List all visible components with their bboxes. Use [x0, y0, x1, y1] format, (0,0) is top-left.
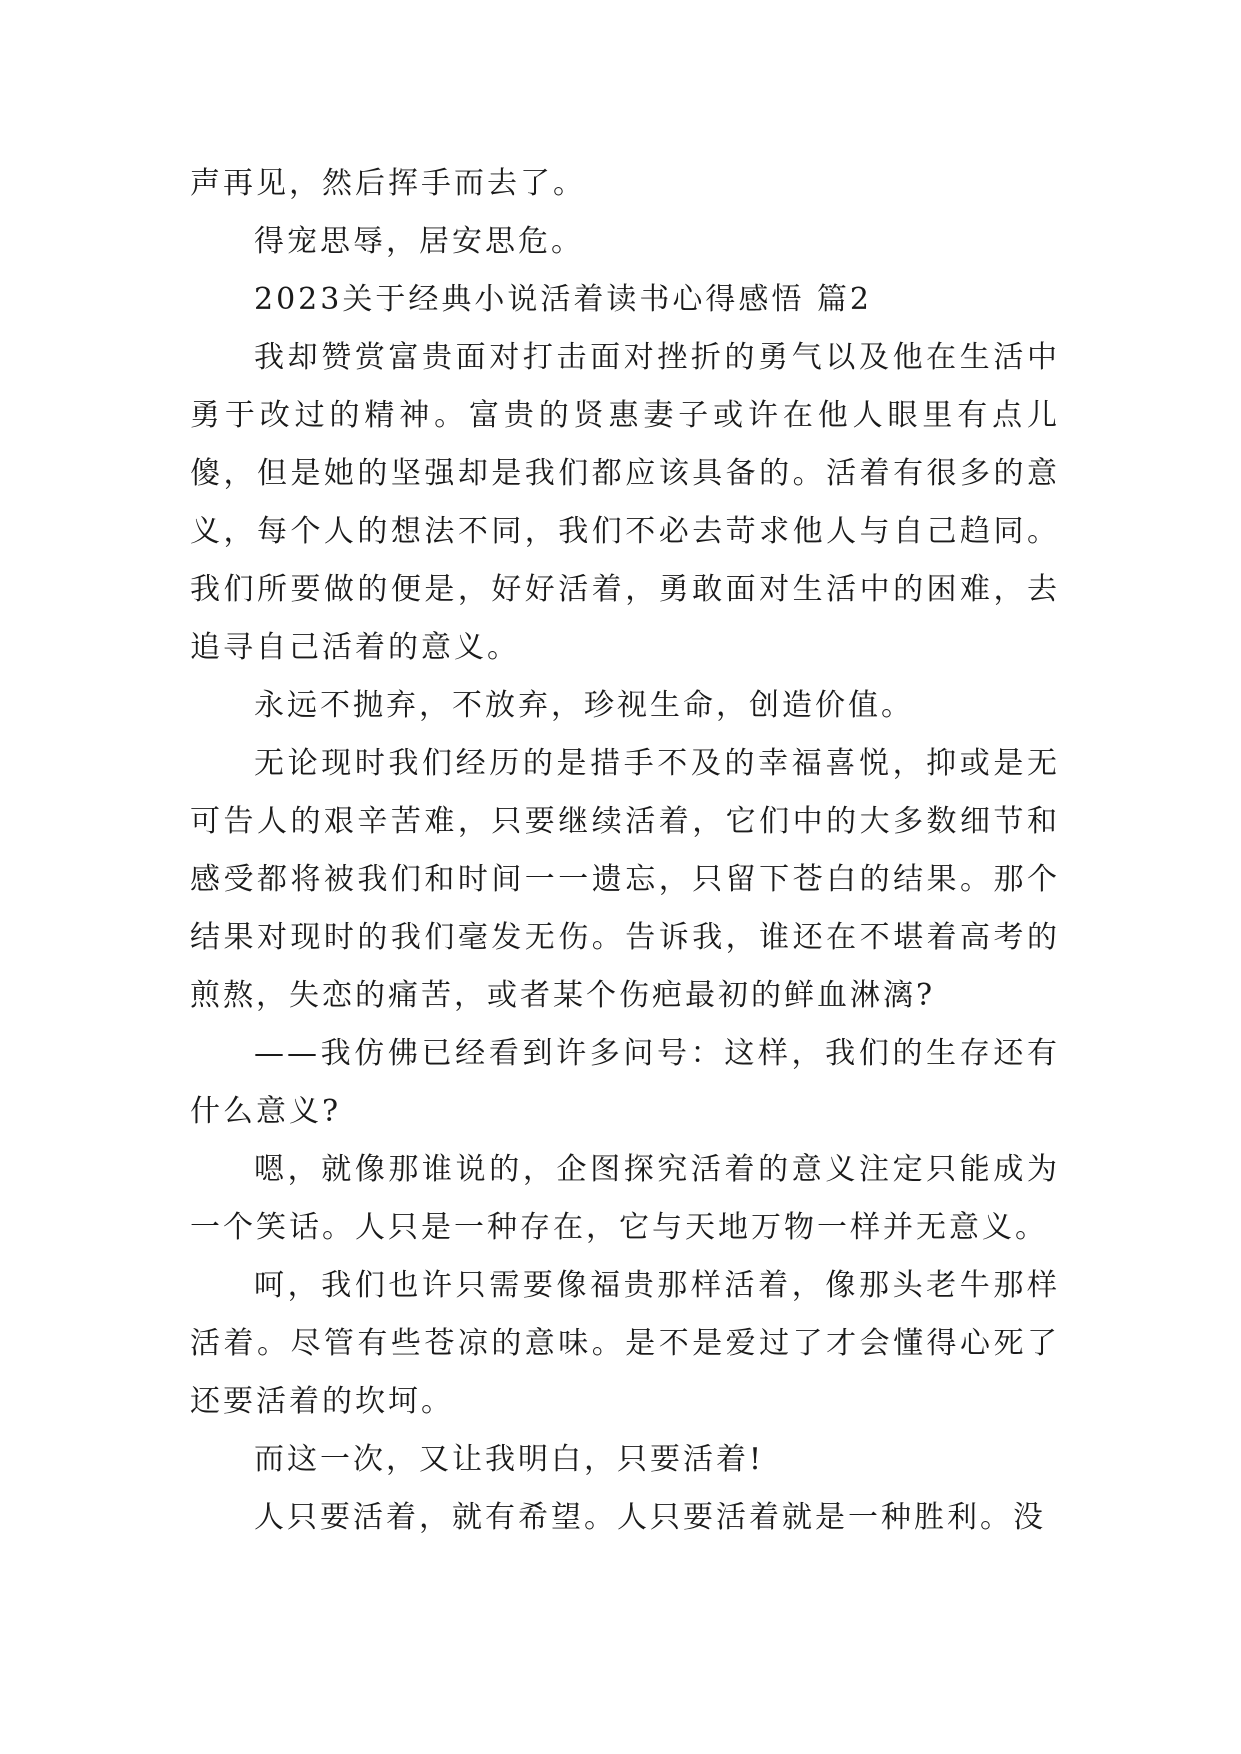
paragraph: 而这一次，又让我明白，只要活着! — [254, 1442, 765, 1477]
document-body — [190, 155, 1060, 1547]
paragraph: 嗯，就像那谁说的，企图探究活着的意义注定只能成为一个笑话。人只是一种存在，它与天地万物一样并无意义。 — [190, 1152, 1060, 1245]
paragraph: 得宠思辱，居安思危。 — [254, 224, 584, 259]
section-heading: 2023关于经典小说活着读书心得感悟 篇2 — [254, 282, 872, 317]
paragraph: ——我仿佛已经看到许多问号：这样，我们的生存还有什么意义? — [190, 1036, 1060, 1129]
paragraph: 无论现时我们经历的是措手不及的幸福喜悦，抑或是无可告人的艰辛苦难，只要继续活着，它们中的大多数细节和感受都将被我们和时间一一遗忘，只留下苍白的结果。那个结果对现时的我们毫发无伤。告诉我，谁还在不堪着高考的煎熬，失恋的痛苦，或者某个伤疤最初的鲜血淋漓? — [190, 746, 1060, 1013]
paragraph: 呵，我们也许只需要像福贵那样活着，像那头老牛那样活着。尽管有些苍凉的意味。是不是爱过了才会懂得心死了还要活着的坎坷。 — [190, 1268, 1060, 1419]
paragraph: 永远不抛弃，不放弃，珍视生命，创造价值。 — [254, 688, 914, 723]
paragraph-continuation: 声再见，然后挥手而去了。 — [190, 166, 586, 201]
paragraph: 我却赞赏富贵面对打击面对挫折的勇气以及他在生活中勇于改过的精神。富贵的贤惠妻子或许在他人眼里有点儿傻，但是她的坚强却是我们都应该具备的。活着有很多的意义，每个人的想法不同，我们不必去苛求他人与自己趋同。我们所要做的便是，好好活着，勇敢面对生活中的困难，去追寻自己活着的意义。 — [190, 340, 1060, 665]
paragraph: 人只要活着，就有希望。人只要活着就是一种胜利。没 — [254, 1500, 1046, 1535]
